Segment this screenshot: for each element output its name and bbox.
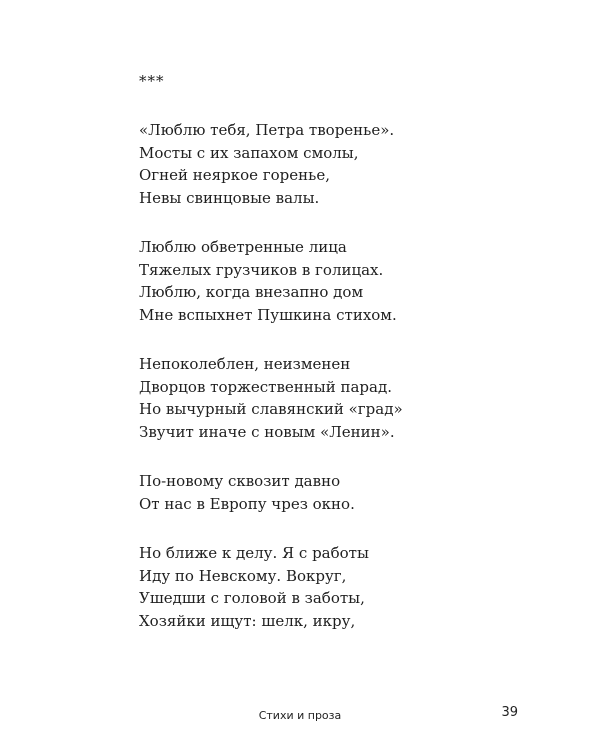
stanza-separator: *** xyxy=(139,72,165,90)
poem-line: Звучит иначе с новым «Ленин». xyxy=(139,422,395,441)
poem-line: Тяжелых грузчиков в голицах. xyxy=(139,260,384,279)
stanza-2 xyxy=(139,236,539,326)
poem-line: Но вычурный славянский «град» xyxy=(139,400,403,418)
poem-line: По-новому сквозит давно xyxy=(139,472,341,490)
poem-line: Иду по Невскому. Вокруг, xyxy=(139,566,347,585)
stanza-1 xyxy=(139,119,539,209)
poem-line: Невы свинцовые валы. xyxy=(139,188,320,207)
stanza-4 xyxy=(139,470,539,515)
poem-line: Ушедши с головой в заботы, xyxy=(139,589,365,607)
poem-line: Хозяйки ищут: шелк, икру, xyxy=(139,611,356,630)
poem-body xyxy=(139,119,539,659)
running-footer-title: Стихи и проза xyxy=(258,709,342,722)
poem-line: Люблю, когда внезапно дом xyxy=(139,283,364,301)
poem-line: Люблю обветренные лица xyxy=(139,238,347,256)
poem-line: Дворцов торжественный парад. xyxy=(139,377,392,396)
poem-line: Мне вспыхнет Пушкина стихом. xyxy=(139,305,397,324)
stanza-3 xyxy=(139,353,539,443)
poem-line: Непоколеблен, неизменен xyxy=(139,355,351,373)
poem-line: «Люблю тебя, Петра творенье». xyxy=(139,121,395,139)
poem-line: Мосты с их запахом смолы, xyxy=(139,143,359,162)
poem-line: Огней неяркое горенье, xyxy=(139,166,330,184)
page-number: 39 xyxy=(501,705,518,720)
poem-line: От нас в Европу чрез окно. xyxy=(139,494,355,513)
poem-line: Но ближе к делу. Я с работы xyxy=(139,544,369,562)
stanza-5 xyxy=(139,542,539,632)
